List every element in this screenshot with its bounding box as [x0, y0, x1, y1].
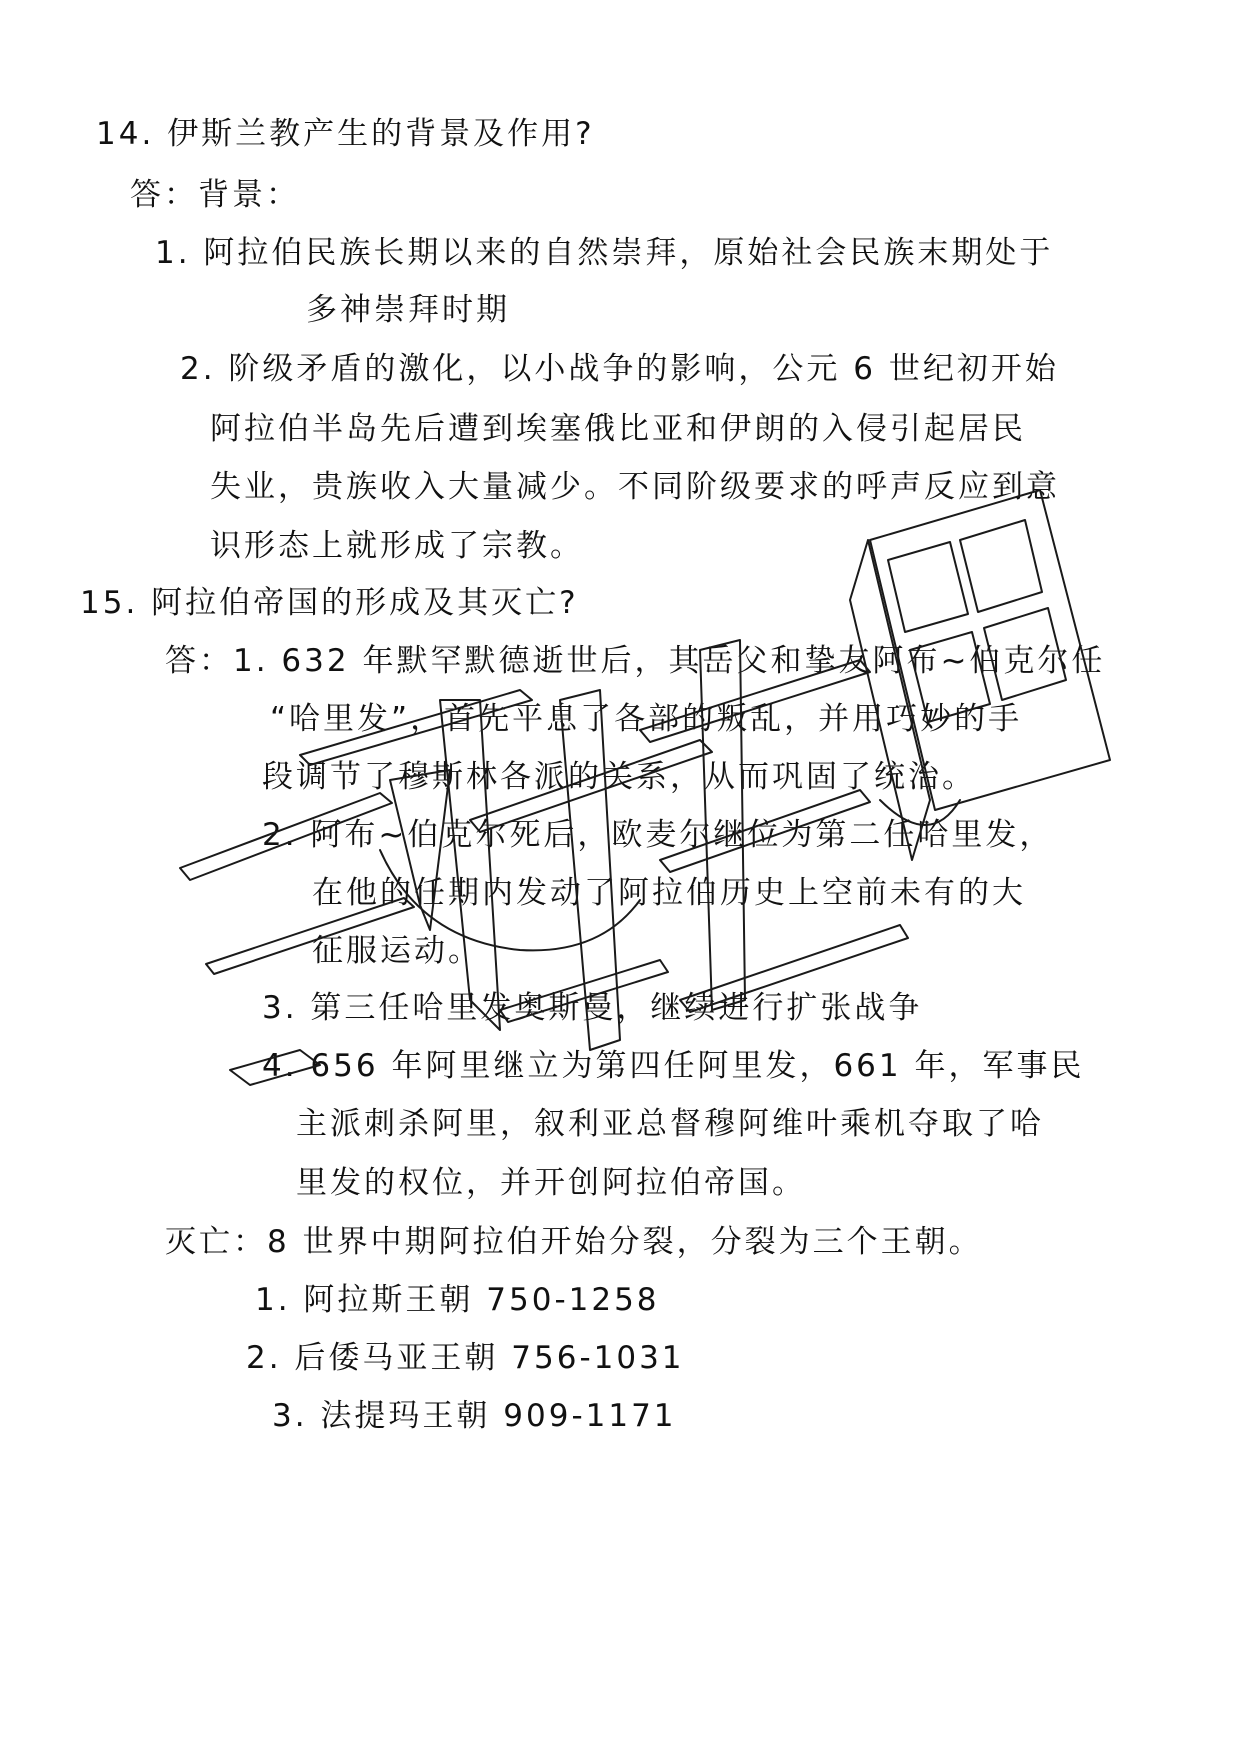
background-point-2-cont-2: 失业，贵族收入大量减少。不同阶级要求的呼声反应到意	[210, 469, 1060, 505]
dynasty-1: 1. 阿拉斯王朝 750-1258	[255, 1282, 660, 1318]
watermark-grid-inner-1	[888, 542, 968, 632]
dynasty-2: 2. 后倭马亚王朝 756-1031	[246, 1340, 685, 1376]
answer-item-3: 3. 第三任哈里发奥斯曼，继续进行扩张战争	[262, 990, 923, 1026]
answer-item-4-cont-1: 主派刺杀阿里，叙利亚总督穆阿维叶乘机夺取了哈	[296, 1106, 1044, 1142]
question-14: 14. 伊斯兰教产生的背景及作用?	[96, 116, 595, 152]
background-point-1: 1. 阿拉伯民族长期以来的自然崇拜，原始社会民族末期处于	[155, 235, 1054, 271]
answer-item-1: 答：1. 632 年默罕默德逝世后，其岳父和挚友阿布~伯克尔任	[165, 643, 1106, 679]
answer-item-2: 2. 阿布~伯克尔死后，欧麦尔继位为第二任哈里发，	[262, 817, 1054, 853]
answer-item-4: 4. 656 年阿里继立为第四任阿里发，661 年，军事民	[262, 1048, 1085, 1084]
question-15: 15. 阿拉伯帝国的形成及其灭亡?	[80, 585, 579, 621]
answer-item-1-cont-2: 段调节了穆斯林各派的关系，从而巩固了统治。	[262, 759, 976, 795]
background-point-1-cont: 多神崇拜时期	[306, 292, 510, 328]
answer-label-background: 答：背景：	[130, 177, 300, 213]
answer-item-4-cont-2: 里发的权位，并开创阿拉伯帝国。	[296, 1165, 806, 1201]
watermark-grid-inner-2	[960, 520, 1042, 612]
answer-item-2-cont-1: 在他的任期内发动了阿拉伯历史上空前未有的大	[312, 875, 1026, 911]
background-point-2-cont-3: 识形态上就形成了宗教。	[210, 528, 584, 564]
background-point-2-cont-1: 阿拉伯半岛先后遭到埃塞俄比亚和伊朗的入侵引起居民	[210, 411, 1026, 447]
watermark-stroke-3	[440, 700, 500, 1030]
dynasty-3: 3. 法提玛王朝 909-1171	[272, 1398, 677, 1434]
background-point-2: 2. 阶级矛盾的激化，以小战争的影响，公元 6 世纪初开始	[180, 351, 1059, 387]
answer-item-2-cont-2: 征服运动。	[312, 933, 482, 969]
fall-intro: 灭亡：8 世界中期阿拉伯开始分裂，分裂为三个王朝。	[165, 1224, 983, 1260]
answer-item-1-cont-1: “哈里发”，首先平息了各部的叛乱，并用巧妙的手	[270, 701, 1023, 737]
